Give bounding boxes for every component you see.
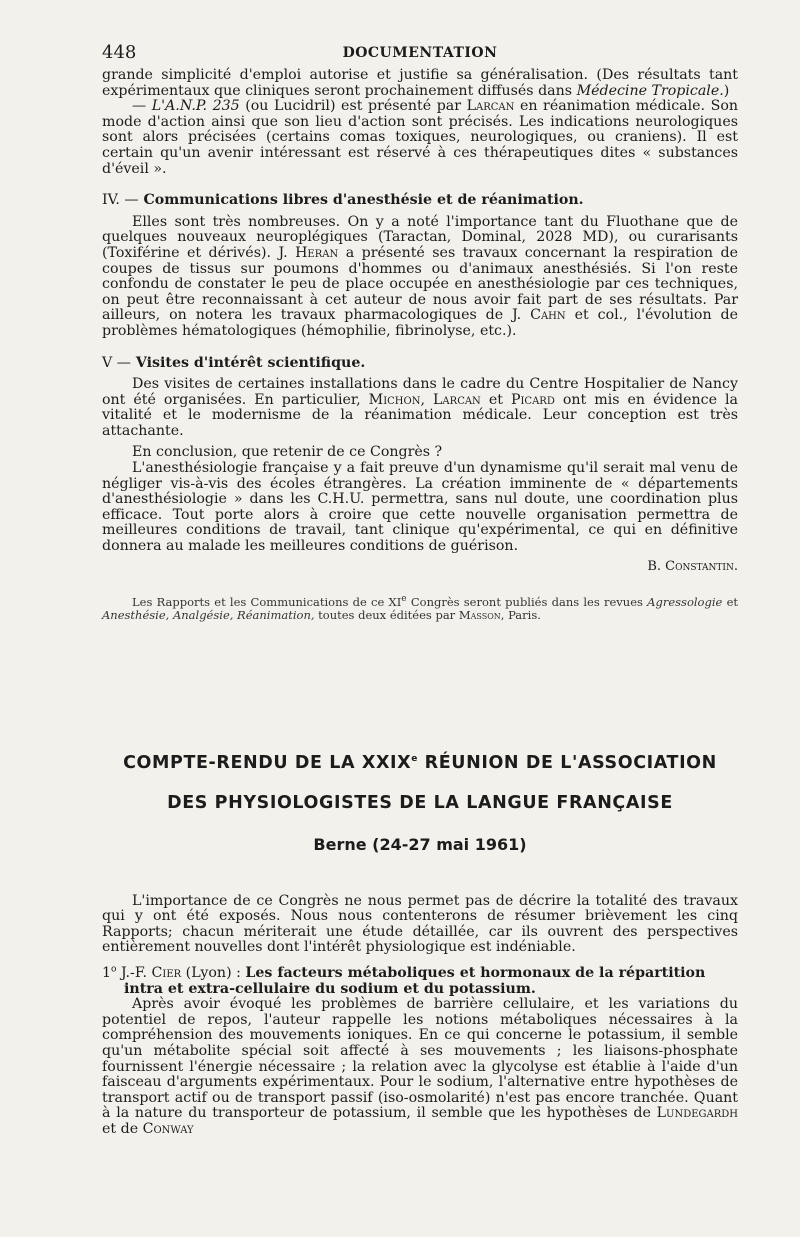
running-title: DOCUMENTATION bbox=[342, 45, 498, 61]
author-name: Conway bbox=[142, 1120, 194, 1137]
text-run: a présenté ses travaux concernant la respiration de coupes de tissus sur poumons d'hommes ou d'animaux anesthésiés. Si l'on reste confondu de constater le peu de place occupée en anesthésiologie par ces techniques, on peut être reconnaissant à cet auteur de nous avoir fait part de ses résultats. Par ailleurs, on notera les travaux pharmacologiques de J. bbox=[102, 244, 738, 324]
text-run: Congrès seront publiés dans les revues bbox=[406, 594, 648, 609]
author-name: Heran bbox=[295, 244, 339, 261]
item-title: Les facteurs métaboliques et hormonaux de la répartition intra et extra-cellulaire du sodium et du potassium. bbox=[124, 965, 706, 997]
author-name: Picard bbox=[510, 391, 555, 408]
text-run: COMPTE-RENDU DE LA XXIX bbox=[123, 752, 412, 773]
superscript: o bbox=[111, 964, 117, 975]
paragraph-communications bbox=[102, 215, 738, 340]
author-name: Cier bbox=[151, 965, 182, 981]
paragraph-continuation bbox=[102, 68, 738, 99]
author-name: Cahn bbox=[530, 307, 566, 324]
journal-title: Médecine Tropicale. bbox=[576, 82, 724, 99]
section-number: IV. — bbox=[102, 192, 139, 209]
author-name: Larcan bbox=[433, 391, 481, 408]
journal-title: Agressologie bbox=[647, 594, 723, 609]
text-run: en réanimation médicale. Son mode d'action ainsi que son lieu d'action sont précisés. Les indications neurologiques sont alors précisées (certains comas toxiques, neurologiques, ou craniens). Il est certain qu'un avenir intéressant est réservé à ces thérapeutiques dites « substances d'éveil ». bbox=[102, 98, 738, 177]
footnote bbox=[102, 593, 738, 623]
text-run: et de bbox=[102, 1120, 143, 1137]
text-run: , bbox=[420, 391, 434, 408]
publisher-name: Masson bbox=[458, 608, 501, 623]
page-header bbox=[102, 42, 738, 68]
item-heading-1 bbox=[102, 966, 738, 997]
page-number: 448 bbox=[102, 42, 137, 63]
section-heading-iv bbox=[102, 193, 738, 209]
text-run: toutes deux éditées par bbox=[314, 608, 459, 623]
author-name: Michon bbox=[368, 391, 421, 408]
report-title-line2: DES PHYSIOLOGISTES DE LA LANGUE FRANÇAISE bbox=[167, 792, 673, 813]
signature: B. Constantin. bbox=[647, 558, 738, 574]
section-title: Visites d'intérêt scientifique. bbox=[130, 354, 366, 371]
text-run: Des visites de certaines installations dans le cadre du Centre Hospitalier de Nancy ont été organisées. En particulier, bbox=[102, 376, 738, 408]
author-name: Larcan bbox=[466, 98, 515, 115]
paragraph-item1-body bbox=[102, 997, 738, 1137]
superscript: e bbox=[411, 753, 418, 764]
author-name: Lundegardh bbox=[656, 1105, 738, 1122]
text-run: et bbox=[722, 594, 738, 609]
text-run: J.-F. bbox=[116, 965, 152, 981]
text-run: et col., l'évolution de problèmes hématologiques (hémophilie, fibrinolyse, etc.). bbox=[102, 307, 738, 339]
report-subtitle: Berne (24-27 mai 1961) bbox=[313, 834, 527, 854]
paragraph-anp bbox=[102, 99, 738, 177]
text-run: grande simplicité d'emploi autorise et justifie sa généralisation. (Des résultats tant expérimentaux que cliniques seront prochainement diffusés dans bbox=[102, 67, 738, 99]
text-run: ont mis en évidence la vitalité et le modernisme de la réanimation médicale. Leur conception est très attachante. bbox=[102, 391, 738, 439]
section-number: V — bbox=[102, 354, 131, 371]
text-run: Elles sont très nombreuses. On y a noté l'importance tant du Fluothane que de quelques nouveaux neuroplégiques (Taractan, Dominal, 2028 MD), ou curarisants (Toxiférine et dérivés). J. bbox=[102, 213, 738, 261]
paragraph-conclusion-question: En conclusion, que retenir de ce Congrès ? bbox=[132, 444, 443, 461]
text-run: et bbox=[480, 391, 511, 408]
text-run: RÉUNION DE L'ASSOCIATION bbox=[417, 752, 717, 773]
text-run: Les Rapports et les Communications de ce XI bbox=[132, 594, 402, 609]
paragraph-intro: L'importance de ce Congrès ne nous permet pas de décrire la totalité des travaux qui y ont été exposés. Nous nous contenterons de résumer brièvement les cinq Rapports; chacun mériterait une étude détaillée, car ils ouvrent des perspectives entièrement nouvelles dont l'intérêt physiologique est indéniable. bbox=[102, 892, 738, 956]
journal-title: Anesthésie, Analgésie, Réanimation, bbox=[102, 608, 315, 623]
text-run: Après avoir évoqué les problèmes de barrière cellulaire, et les variations du potentiel de repos, l'auteur rappelle les notions métaboliques nécessaires à la compréhension des mouvements ioniques. En ce qui concerne le potassium, il semble qu'un métabolite spécial soit affecté à ses mouvements ; les liaisons-phosphate fournissent l'énergie nécessaire ; la relation avec la glycolyse est établie à l'aide d'un faisceau d'arguments expérimentaux. Pour le sodium, l'alternative entre hypothèses de transport actif ou de transport passif (iso-osmolarité) n'est pas encore tranchée. Quant à la nature du transporteur de potassium, il semble que les hypothèses de bbox=[102, 996, 738, 1122]
item-number: 1 bbox=[102, 965, 112, 981]
section-title: Communications libres d'anesthésie et de réanimation. bbox=[138, 192, 584, 209]
document-page bbox=[102, 42, 738, 1138]
superscript: e bbox=[401, 593, 407, 604]
paragraph-visits bbox=[102, 377, 738, 439]
paragraph-conclusion: L'anesthésiologie française y a fait preuve d'un dynamisme qu'il serait mal venu de négliger vis-à-vis des écoles étrangères. La création imminente de « départements d'anesthésiologie » dans les C.H.U. permettra, sans nul doute, une coordination plus efficace. Tout porte alors à croire que cette nouvelle organisation permettra de meilleures conditions de travail, tant clinique qu'expérimental, ce qui en définitive donnera au malade les meilleures conditions de guérison. bbox=[102, 460, 738, 555]
text-run: , Paris. bbox=[500, 608, 541, 623]
drug-name: — L'A.N.P. 235 bbox=[132, 98, 240, 115]
section-heading-v bbox=[102, 356, 738, 372]
text-run: ) bbox=[723, 82, 730, 99]
text-run: (ou Lucidril) est présenté par bbox=[239, 98, 467, 115]
report-title-line1 bbox=[102, 753, 738, 773]
text-run: (Lyon) : bbox=[181, 965, 246, 981]
